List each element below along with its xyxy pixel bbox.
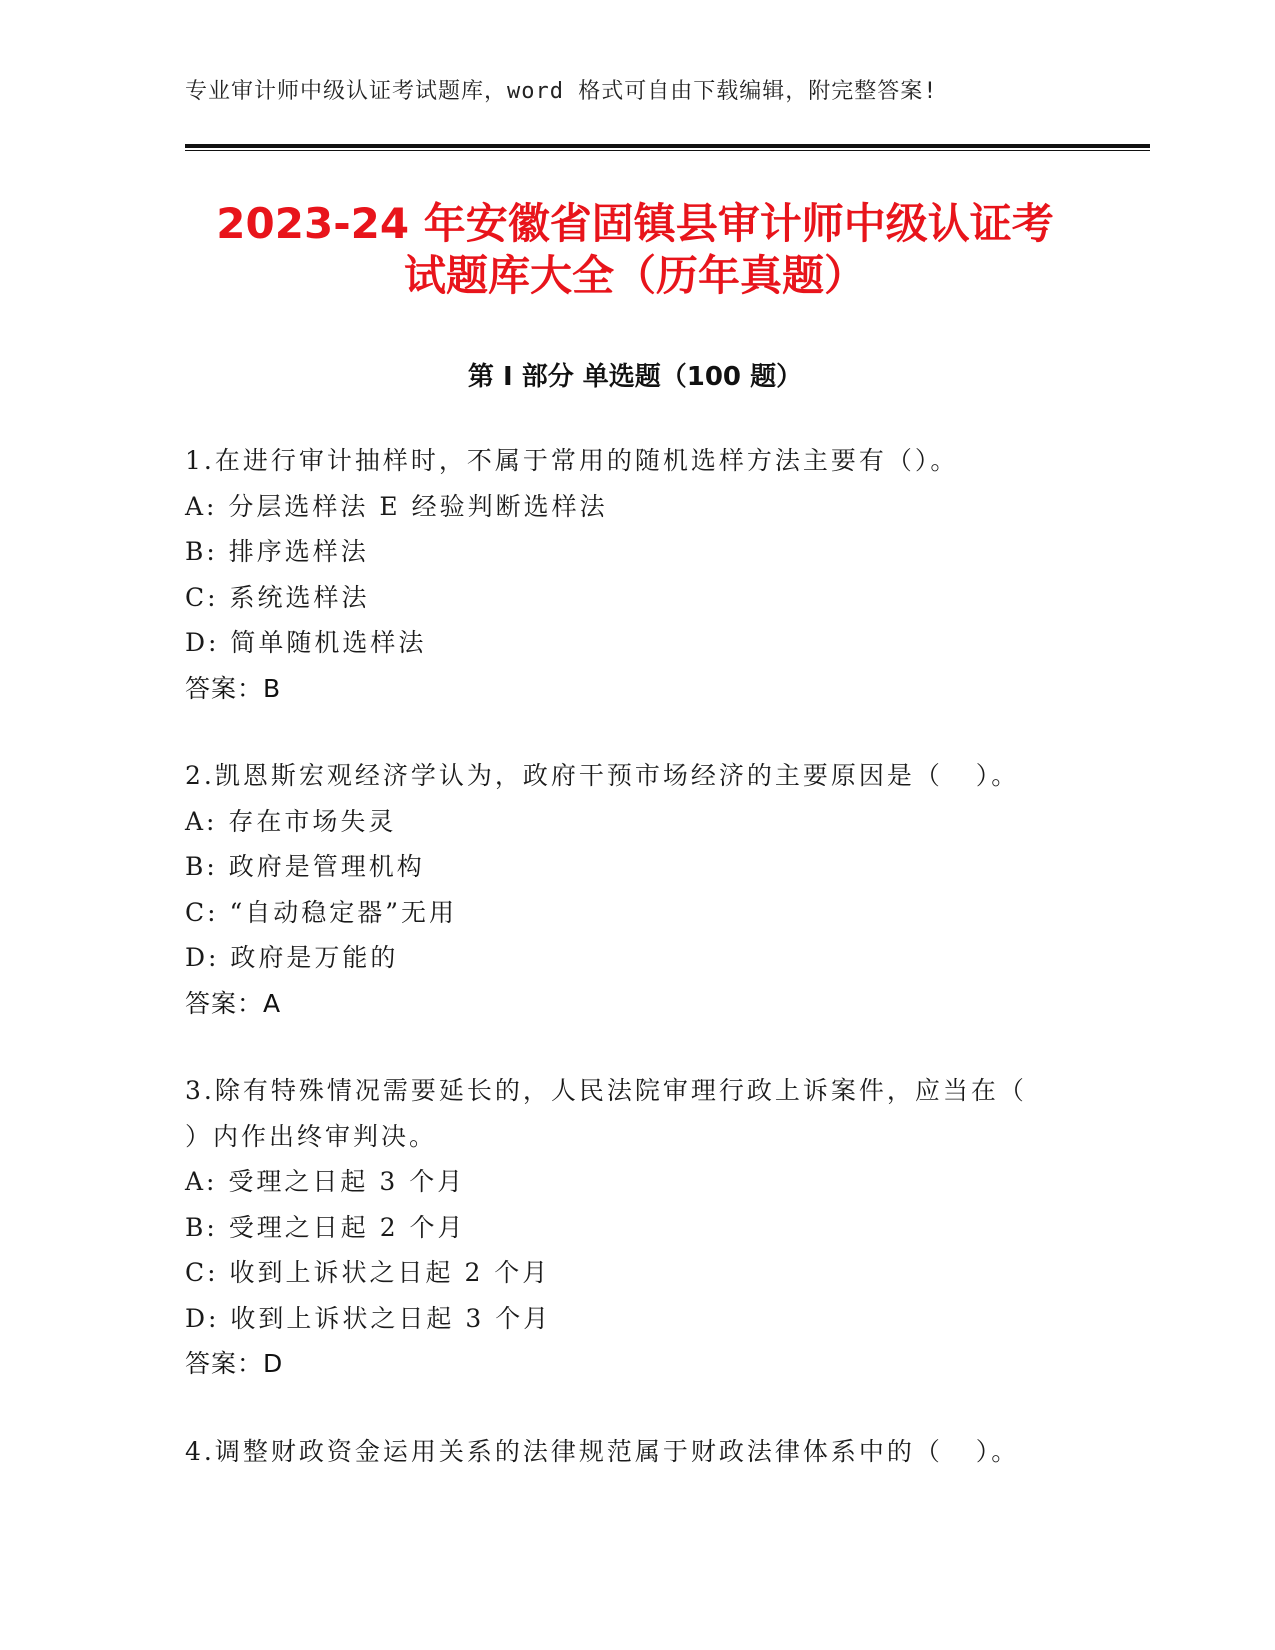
option-a: A: 存在市场失灵 — [185, 806, 397, 836]
header-note: 专业审计师中级认证考试题库，word 格式可自由下载编辑，附完整答案! — [185, 79, 938, 104]
question-item — [185, 1068, 1085, 1387]
answer-line: 答案：A — [185, 988, 282, 1018]
question-item — [185, 753, 1085, 1026]
document-title — [185, 198, 1085, 302]
section-heading: 第 I 部分 单选题（100 题） — [467, 362, 803, 392]
header-rule-thick — [185, 144, 1150, 148]
option-b: B: 政府是管理机构 — [185, 852, 425, 881]
question-stem: 2.凯恩斯宏观经济学认为，政府干预市场经济的主要原因是（ ）。 — [185, 761, 1020, 790]
option-b: B: 受理之日起 2 个月 — [185, 1212, 466, 1242]
option-d: D: 政府是万能的 — [185, 943, 399, 972]
title-line-1: 2023-24 年安徽省固镇县审计师中级认证考 — [216, 199, 1054, 248]
header-rule-thin — [185, 150, 1150, 151]
option-a: A: 受理之日起 3 个月 — [185, 1167, 466, 1196]
option-c: C: 系统选样法 — [185, 582, 370, 612]
option-c: C: “自动稳定器”无用 — [185, 897, 458, 927]
answer-line: 答案：D — [185, 1349, 284, 1378]
option-b: B: 排序选样法 — [185, 537, 369, 566]
answer-line: 答案：B — [185, 673, 282, 703]
option-c: C: 收到上诉状之日起 2 个月 — [185, 1258, 551, 1287]
question-stem: 4.调整财政资金运用关系的法律规范属于财政法律体系中的（ ）。 — [185, 1436, 1020, 1466]
question-stem-continued: ）内作出终审判决。 — [185, 1121, 438, 1151]
option-a: A: 分层选样法 E 经验判断选样法 — [185, 491, 608, 521]
option-d: D: 收到上诉状之日起 3 个月 — [185, 1303, 552, 1333]
question-item — [185, 438, 1085, 711]
question-stem: 1.在进行审计抽样时，不属于常用的随机选样方法主要有（）。 — [185, 446, 959, 475]
question-list — [185, 438, 1085, 1516]
title-line-2: 试题库大全（历年真题） — [403, 251, 866, 300]
question-item — [185, 1429, 1085, 1475]
option-d: D: 简单随机选样法 — [185, 628, 427, 657]
question-stem: 3.除有特殊情况需要延长的，人民法院审理行政上诉案件，应当在（ — [185, 1076, 1027, 1105]
